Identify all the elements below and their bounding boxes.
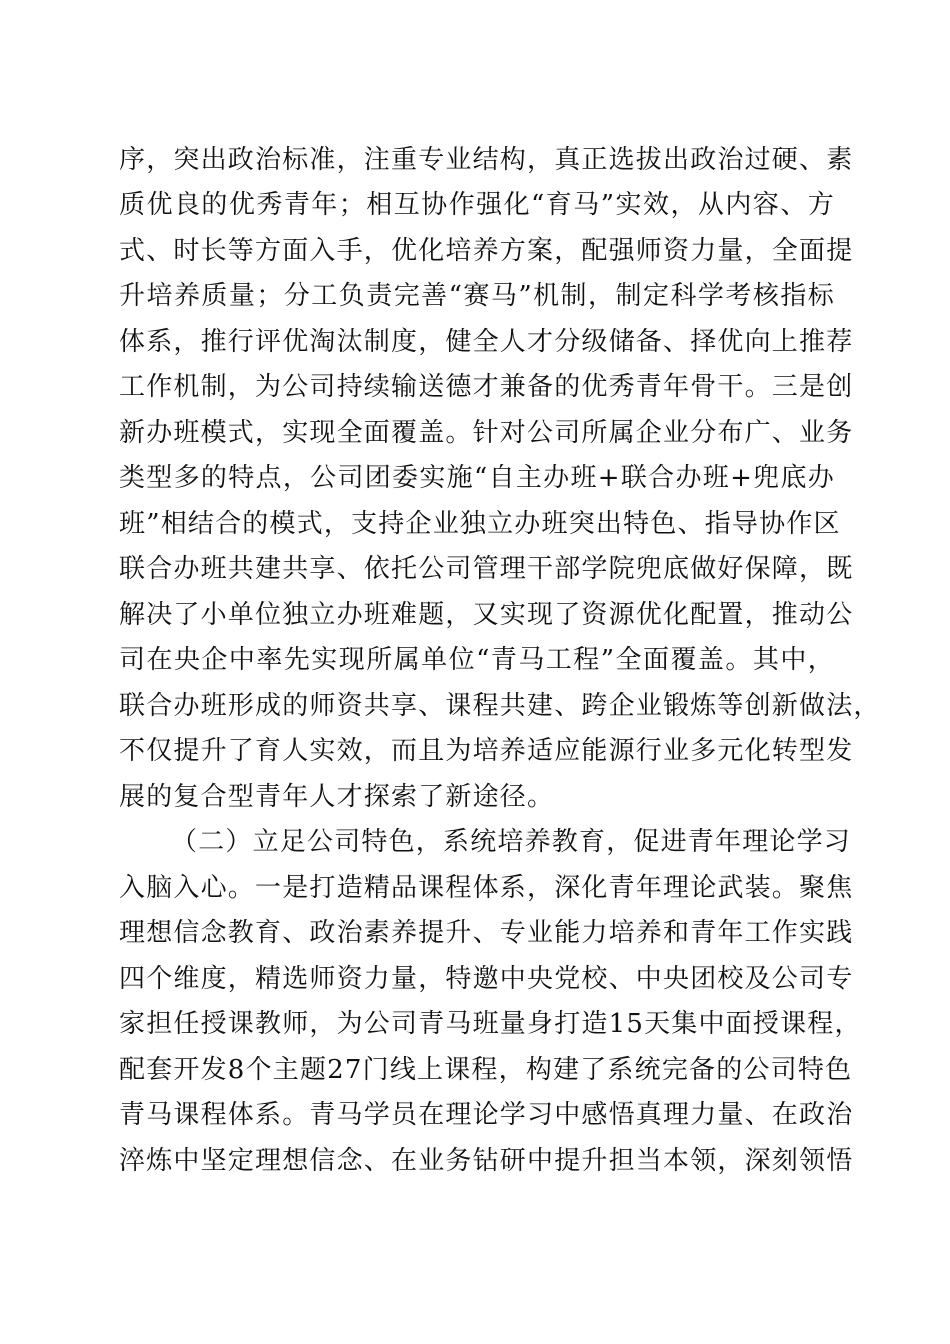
text-line: 新办班模式，实现全面覆盖。针对公司所属企业分布广、业务 <box>119 418 854 448</box>
text-line: 淬炼中坚定理想信念、在业务钻研中提升担当本领，深刻领悟 <box>119 1146 854 1176</box>
text-line: 解决了小单位独立办班难题，又实现了资源优化配置，推动公 <box>119 600 854 630</box>
text-line: 质优良的优秀青年；相互协作强化“育马”实效，从内容、方 <box>119 190 835 220</box>
text-line: 四个维度，精选师资力量，特邀中央党校、中央团校及公司专 <box>119 964 854 994</box>
text-line: 体系，推行评优淘汰制度，健全人才分级储备、择优向上推荐 <box>119 327 854 357</box>
text-line: 班”相结合的模式，支持企业独立办班突出特色、指导协作区 <box>119 509 841 539</box>
text-line: 家担任授课教师，为公司青马班量身打造15天集中面授课程， <box>119 1009 862 1039</box>
text-line: 联合办班共建共享、依托公司管理干部学院兜底做好保障，既 <box>119 554 854 584</box>
text-line: 司在央企中率先实现所属单位“青马工程”全面覆盖。其中， <box>119 645 835 675</box>
text-line: 序，突出政治标准，注重专业结构，真正选拔出政治过硬、素 <box>119 145 854 175</box>
text-line: 不仅提升了育人实效，而且为培养适应能源行业多元化转型发 <box>119 736 854 766</box>
text-line: 理想信念教育、政治素养提升、专业能力培养和青年工作实践 <box>119 918 854 948</box>
text-line: 联合办班形成的师资共享、课程共建、跨企业锻炼等创新做法， <box>119 691 881 721</box>
paragraph-last-line: 展的复合型青年人才探索了新途径。 <box>119 782 555 812</box>
text-line: 类型多的特点，公司团委实施“自主办班+联合办班+兜底办 <box>119 463 835 493</box>
text-line: 青马课程体系。青马学员在理论学习中感悟真理力量、在政治 <box>119 1100 854 1130</box>
text-line: 配套开发8个主题27门线上课程，构建了系统完备的公司特色 <box>119 1055 853 1085</box>
text-line: 入脑入心。一是打造精品课程体系，深化青年理论武装。聚焦 <box>119 873 854 903</box>
text-line: 工作机制，为公司持续输送德才兼备的优秀青年骨干。三是创 <box>119 372 854 402</box>
section-heading-line: （二）立足公司特色，系统培养教育，促进青年理论学习 <box>171 827 852 857</box>
text-line: 升培养质量；分工负责完善“赛马”机制，制定科学考核指标 <box>119 281 835 311</box>
text-line: 式、时长等方面入手，优化培养方案，配强师资力量，全面提 <box>119 236 854 266</box>
